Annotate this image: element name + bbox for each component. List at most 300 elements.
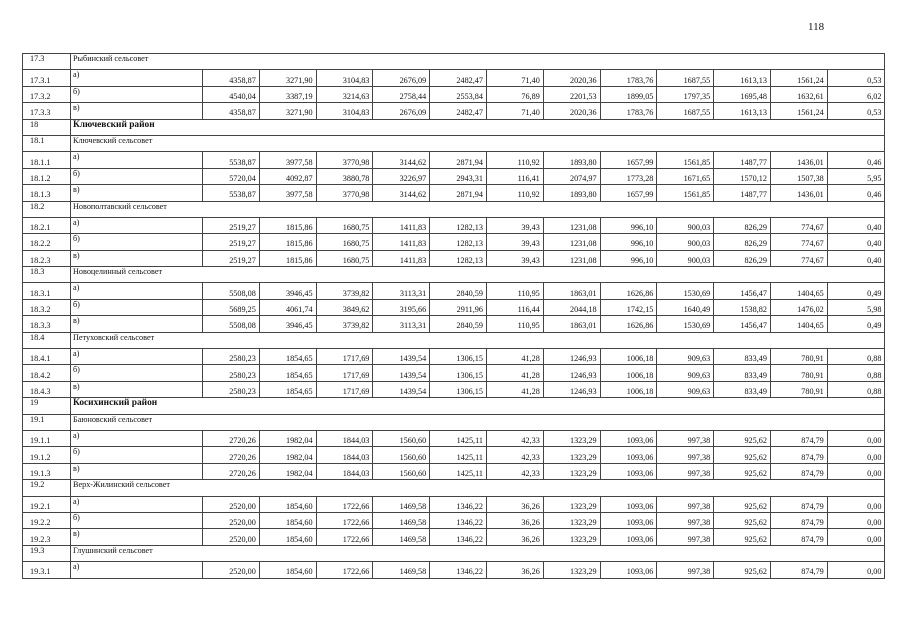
row-variant-label: а): [71, 283, 203, 299]
value-cell: 0,46: [827, 152, 885, 168]
value-cell: 2520,00: [203, 562, 260, 578]
value-cell: 3880,78: [316, 168, 373, 184]
row-variant-label: б): [71, 86, 203, 102]
value-cell: 2020,36: [543, 70, 600, 86]
row-code: 19.2.1: [23, 496, 71, 512]
value-cell: 925,62: [714, 496, 771, 512]
row-variant-label: а): [71, 152, 203, 168]
value-cell: 996,10: [600, 217, 657, 233]
value-cell: 1404,65: [770, 283, 827, 299]
value-cell: 1246,93: [543, 365, 600, 381]
value-cell: 1863,01: [543, 316, 600, 332]
value-cell: 1844,03: [316, 447, 373, 463]
value-cell: 833,49: [714, 349, 771, 365]
value-cell: 1323,29: [543, 562, 600, 578]
table-row: [23, 316, 885, 332]
page-number: 118: [808, 21, 825, 33]
row-code: 18.2.1: [23, 217, 71, 233]
table-row: [23, 168, 885, 184]
value-cell: 1456,47: [714, 283, 771, 299]
value-cell: 0,00: [827, 496, 885, 512]
value-cell: 874,79: [770, 463, 827, 479]
value-cell: 110,95: [486, 316, 543, 332]
value-cell: 42,33: [486, 463, 543, 479]
value-cell: 2676,09: [373, 103, 430, 119]
value-cell: 826,29: [714, 250, 771, 266]
table-body: [23, 54, 885, 579]
value-cell: 1657,99: [600, 152, 657, 168]
value-cell: 1687,55: [657, 70, 714, 86]
value-cell: 996,10: [600, 234, 657, 250]
value-cell: 1640,49: [657, 299, 714, 315]
value-cell: 1476,02: [770, 299, 827, 315]
value-cell: 5,95: [827, 168, 885, 184]
value-cell: 1561,85: [657, 185, 714, 201]
value-cell: 110,95: [486, 283, 543, 299]
value-cell: 5508,08: [203, 283, 260, 299]
value-cell: 874,79: [770, 430, 827, 446]
value-cell: 6,02: [827, 86, 885, 102]
value-cell: 1507,38: [770, 168, 827, 184]
value-cell: 0,46: [827, 185, 885, 201]
table-row: [23, 447, 885, 463]
value-cell: 1613,13: [714, 103, 771, 119]
value-cell: 0,00: [827, 430, 885, 446]
value-cell: 1093,06: [600, 529, 657, 545]
value-cell: 1722,66: [316, 529, 373, 545]
value-cell: 1722,66: [316, 562, 373, 578]
value-cell: 3226,97: [373, 168, 430, 184]
value-cell: 826,29: [714, 217, 771, 233]
value-cell: 0,00: [827, 447, 885, 463]
value-cell: 1093,06: [600, 512, 657, 528]
value-cell: 3113,31: [373, 316, 430, 332]
value-cell: 1797,35: [657, 86, 714, 102]
value-cell: 997,38: [657, 463, 714, 479]
table-row: [23, 430, 885, 446]
settlement-row: [23, 135, 885, 151]
value-cell: 1411,83: [373, 234, 430, 250]
value-cell: 1282,13: [430, 234, 487, 250]
value-cell: 0,40: [827, 217, 885, 233]
value-cell: 1323,29: [543, 529, 600, 545]
value-cell: 3946,45: [259, 283, 316, 299]
value-cell: 1469,58: [373, 496, 430, 512]
row-code: 18.1.3: [23, 185, 71, 201]
value-cell: 1006,18: [600, 365, 657, 381]
value-cell: 1657,99: [600, 185, 657, 201]
value-cell: 1560,60: [373, 463, 430, 479]
row-variant-label: б): [71, 299, 203, 315]
table-row: [23, 217, 885, 233]
value-cell: 2520,00: [203, 512, 260, 528]
value-cell: 2911,96: [430, 299, 487, 315]
value-cell: 1815,86: [259, 234, 316, 250]
settlement-row: [23, 201, 885, 217]
value-cell: 1425,11: [430, 430, 487, 446]
row-variant-label: в): [71, 185, 203, 201]
row-variant-label: в): [71, 463, 203, 479]
row-variant-label: б): [71, 447, 203, 463]
value-cell: 2871,94: [430, 185, 487, 201]
settlement-row: [23, 545, 885, 561]
value-cell: 39,43: [486, 234, 543, 250]
value-cell: 1854,60: [259, 496, 316, 512]
value-cell: 1671,65: [657, 168, 714, 184]
row-variant-label: б): [71, 168, 203, 184]
value-cell: 0,88: [827, 365, 885, 381]
value-cell: 71,40: [486, 70, 543, 86]
value-cell: 2580,23: [203, 365, 260, 381]
value-cell: 1854,65: [259, 349, 316, 365]
value-cell: 1893,80: [543, 185, 600, 201]
value-cell: 2520,00: [203, 529, 260, 545]
value-cell: 110,92: [486, 152, 543, 168]
value-cell: 1439,54: [373, 365, 430, 381]
value-cell: 39,43: [486, 217, 543, 233]
table-row: [23, 496, 885, 512]
table-row: [23, 234, 885, 250]
value-cell: 1560,60: [373, 447, 430, 463]
value-cell: 900,03: [657, 234, 714, 250]
value-cell: 1854,60: [259, 529, 316, 545]
value-cell: 833,49: [714, 365, 771, 381]
table-row: [23, 283, 885, 299]
table-row: [23, 349, 885, 365]
row-code: 18.2.3: [23, 250, 71, 266]
row-code: 19.1: [23, 414, 71, 430]
value-cell: 1680,75: [316, 234, 373, 250]
value-cell: 1425,11: [430, 447, 487, 463]
row-code: 18.1.2: [23, 168, 71, 184]
value-cell: 36,26: [486, 496, 543, 512]
value-cell: 3104,83: [316, 70, 373, 86]
value-cell: 1231,08: [543, 250, 600, 266]
value-cell: 3739,82: [316, 316, 373, 332]
settlement-name: Ключевский сельсовет: [71, 135, 885, 151]
value-cell: 3271,90: [259, 103, 316, 119]
table-row: [23, 365, 885, 381]
value-cell: 1436,01: [770, 185, 827, 201]
value-cell: 874,79: [770, 562, 827, 578]
row-variant-label: в): [71, 381, 203, 397]
value-cell: 2580,23: [203, 349, 260, 365]
table-row: [23, 529, 885, 545]
value-cell: 3849,62: [316, 299, 373, 315]
value-cell: 36,26: [486, 512, 543, 528]
value-cell: 1469,58: [373, 512, 430, 528]
value-cell: 909,63: [657, 349, 714, 365]
value-cell: 42,33: [486, 447, 543, 463]
value-cell: 780,91: [770, 381, 827, 397]
value-cell: 874,79: [770, 447, 827, 463]
value-cell: 76,89: [486, 86, 543, 102]
row-code: 19: [23, 398, 71, 414]
value-cell: 774,67: [770, 217, 827, 233]
value-cell: 1899,05: [600, 86, 657, 102]
value-cell: 1306,15: [430, 365, 487, 381]
value-cell: 1411,83: [373, 217, 430, 233]
row-code: 17.3.2: [23, 86, 71, 102]
value-cell: 3144,62: [373, 185, 430, 201]
row-variant-label: а): [71, 496, 203, 512]
settlement-name: Баюновский сельсовет: [71, 414, 885, 430]
value-cell: 41,28: [486, 381, 543, 397]
value-cell: 997,38: [657, 430, 714, 446]
row-code: 18.2: [23, 201, 71, 217]
settlement-name: Глушинский сельсовет: [71, 545, 885, 561]
row-code: 19.1.3: [23, 463, 71, 479]
value-cell: 71,40: [486, 103, 543, 119]
value-cell: 925,62: [714, 562, 771, 578]
value-cell: 925,62: [714, 529, 771, 545]
value-cell: 874,79: [770, 496, 827, 512]
value-cell: 925,62: [714, 463, 771, 479]
value-cell: 996,10: [600, 250, 657, 266]
value-cell: 3214,63: [316, 86, 373, 102]
row-code: 17.3.3: [23, 103, 71, 119]
row-code: 19.2.3: [23, 529, 71, 545]
row-code: 19.2: [23, 480, 71, 496]
table-row: [23, 103, 885, 119]
value-cell: 1425,11: [430, 463, 487, 479]
row-variant-label: а): [71, 430, 203, 446]
value-cell: 5,98: [827, 299, 885, 315]
value-cell: 116,41: [486, 168, 543, 184]
value-cell: 1722,66: [316, 496, 373, 512]
value-cell: 1093,06: [600, 430, 657, 446]
value-cell: 1632,61: [770, 86, 827, 102]
value-cell: 4358,87: [203, 70, 260, 86]
value-cell: 1469,58: [373, 562, 430, 578]
value-cell: 925,62: [714, 430, 771, 446]
value-cell: 1982,04: [259, 430, 316, 446]
district-row: [23, 119, 885, 135]
value-cell: 0,53: [827, 103, 885, 119]
value-cell: 3977,58: [259, 185, 316, 201]
row-code: 18.1: [23, 135, 71, 151]
value-cell: 5538,87: [203, 152, 260, 168]
settlement-row: [23, 332, 885, 348]
value-cell: 2580,23: [203, 381, 260, 397]
value-cell: 1346,22: [430, 496, 487, 512]
row-code: 18.1.1: [23, 152, 71, 168]
row-code: 19.1.1: [23, 430, 71, 446]
value-cell: 1093,06: [600, 562, 657, 578]
row-code: 17.3.1: [23, 70, 71, 86]
value-cell: 1093,06: [600, 447, 657, 463]
value-cell: 3770,98: [316, 185, 373, 201]
value-cell: 997,38: [657, 512, 714, 528]
row-variant-label: б): [71, 234, 203, 250]
value-cell: 833,49: [714, 381, 771, 397]
value-cell: 3144,62: [373, 152, 430, 168]
value-cell: 4092,87: [259, 168, 316, 184]
value-cell: 1680,75: [316, 250, 373, 266]
value-cell: 1561,24: [770, 70, 827, 86]
value-cell: 1323,29: [543, 430, 600, 446]
value-cell: 2943,31: [430, 168, 487, 184]
value-cell: 1346,22: [430, 529, 487, 545]
row-code: 18.4.1: [23, 349, 71, 365]
value-cell: 1093,06: [600, 463, 657, 479]
value-cell: 1530,69: [657, 283, 714, 299]
settlement-name: Новоцелинный сельсовет: [71, 267, 885, 283]
value-cell: 997,38: [657, 496, 714, 512]
row-variant-label: а): [71, 217, 203, 233]
value-cell: 826,29: [714, 234, 771, 250]
value-cell: 1570,12: [714, 168, 771, 184]
value-cell: 2482,47: [430, 103, 487, 119]
row-variant-label: а): [71, 349, 203, 365]
value-cell: 909,63: [657, 365, 714, 381]
value-cell: 2758,44: [373, 86, 430, 102]
district-row: [23, 398, 885, 414]
row-code: 18.3.2: [23, 299, 71, 315]
row-code: 18.2.2: [23, 234, 71, 250]
value-cell: 2520,00: [203, 496, 260, 512]
value-cell: 2074,97: [543, 168, 600, 184]
value-cell: 900,03: [657, 217, 714, 233]
row-code: 18: [23, 119, 71, 135]
value-cell: 1246,93: [543, 349, 600, 365]
row-variant-label: в): [71, 250, 203, 266]
value-cell: 3977,58: [259, 152, 316, 168]
district-name: Косихинский район: [71, 398, 885, 414]
tariff-table: [22, 53, 885, 579]
value-cell: 4061,74: [259, 299, 316, 315]
value-cell: 3195,66: [373, 299, 430, 315]
value-cell: 5689,25: [203, 299, 260, 315]
value-cell: 1469,58: [373, 529, 430, 545]
row-code: 18.3: [23, 267, 71, 283]
value-cell: 1436,01: [770, 152, 827, 168]
value-cell: 925,62: [714, 447, 771, 463]
value-cell: 2519,27: [203, 250, 260, 266]
value-cell: 1561,85: [657, 152, 714, 168]
value-cell: 1695,48: [714, 86, 771, 102]
table-row: [23, 70, 885, 86]
value-cell: 1742,15: [600, 299, 657, 315]
value-cell: 1538,82: [714, 299, 771, 315]
value-cell: 36,26: [486, 529, 543, 545]
value-cell: 2871,94: [430, 152, 487, 168]
value-cell: 0,49: [827, 316, 885, 332]
value-cell: 0,53: [827, 70, 885, 86]
value-cell: 1982,04: [259, 447, 316, 463]
row-code: 19.1.2: [23, 447, 71, 463]
value-cell: 1717,69: [316, 365, 373, 381]
table-row: [23, 152, 885, 168]
value-cell: 3104,83: [316, 103, 373, 119]
value-cell: 2044,18: [543, 299, 600, 315]
value-cell: 1306,15: [430, 381, 487, 397]
table-row: [23, 463, 885, 479]
value-cell: 3946,45: [259, 316, 316, 332]
value-cell: 2720,26: [203, 463, 260, 479]
value-cell: 774,67: [770, 250, 827, 266]
value-cell: 997,38: [657, 562, 714, 578]
value-cell: 2720,26: [203, 430, 260, 446]
value-cell: 1282,13: [430, 217, 487, 233]
value-cell: 997,38: [657, 529, 714, 545]
table-row: [23, 250, 885, 266]
value-cell: 1346,22: [430, 562, 487, 578]
value-cell: 1717,69: [316, 381, 373, 397]
value-cell: 0,00: [827, 562, 885, 578]
table-row: [23, 512, 885, 528]
value-cell: 4358,87: [203, 103, 260, 119]
settlement-name: Рыбинский сельсовет: [71, 54, 885, 70]
value-cell: 2553,84: [430, 86, 487, 102]
settlement-name: Новополтавский сельсовет: [71, 201, 885, 217]
row-variant-label: в): [71, 103, 203, 119]
value-cell: 3770,98: [316, 152, 373, 168]
settlement-row: [23, 267, 885, 283]
value-cell: 1626,86: [600, 316, 657, 332]
row-variant-label: в): [71, 316, 203, 332]
value-cell: 1282,13: [430, 250, 487, 266]
row-code: 19.3.1: [23, 562, 71, 578]
value-cell: 780,91: [770, 349, 827, 365]
value-cell: 1982,04: [259, 463, 316, 479]
value-cell: 42,33: [486, 430, 543, 446]
value-cell: 1439,54: [373, 381, 430, 397]
row-variant-label: в): [71, 529, 203, 545]
value-cell: 1854,60: [259, 512, 316, 528]
value-cell: 774,67: [770, 234, 827, 250]
table-row: [23, 299, 885, 315]
row-code: 18.4.3: [23, 381, 71, 397]
value-cell: 2519,27: [203, 217, 260, 233]
value-cell: 1613,13: [714, 70, 771, 86]
value-cell: 1844,03: [316, 430, 373, 446]
value-cell: 780,91: [770, 365, 827, 381]
value-cell: 1231,08: [543, 217, 600, 233]
value-cell: 1006,18: [600, 381, 657, 397]
value-cell: 0,00: [827, 512, 885, 528]
value-cell: 1722,66: [316, 512, 373, 528]
row-code: 19.2.2: [23, 512, 71, 528]
value-cell: 1863,01: [543, 283, 600, 299]
value-cell: 1783,76: [600, 70, 657, 86]
value-cell: 1854,65: [259, 381, 316, 397]
value-cell: 116,44: [486, 299, 543, 315]
value-cell: 2676,09: [373, 70, 430, 86]
value-cell: 1487,77: [714, 152, 771, 168]
value-cell: 1306,15: [430, 349, 487, 365]
value-cell: 3387,19: [259, 86, 316, 102]
row-code: 19.3: [23, 545, 71, 561]
value-cell: 2201,53: [543, 86, 600, 102]
value-cell: 1323,29: [543, 463, 600, 479]
row-code: 18.3.1: [23, 283, 71, 299]
value-cell: 1844,03: [316, 463, 373, 479]
table-row: [23, 185, 885, 201]
value-cell: 1560,60: [373, 430, 430, 446]
value-cell: 5720,04: [203, 168, 260, 184]
settlement-row: [23, 54, 885, 70]
settlement-name: Петуховский сельсовет: [71, 332, 885, 348]
table-row: [23, 86, 885, 102]
value-cell: 39,43: [486, 250, 543, 266]
value-cell: 2482,47: [430, 70, 487, 86]
value-cell: 1411,83: [373, 250, 430, 266]
value-cell: 2840,59: [430, 283, 487, 299]
value-cell: 3739,82: [316, 283, 373, 299]
settlement-row: [23, 480, 885, 496]
settlement-row: [23, 414, 885, 430]
